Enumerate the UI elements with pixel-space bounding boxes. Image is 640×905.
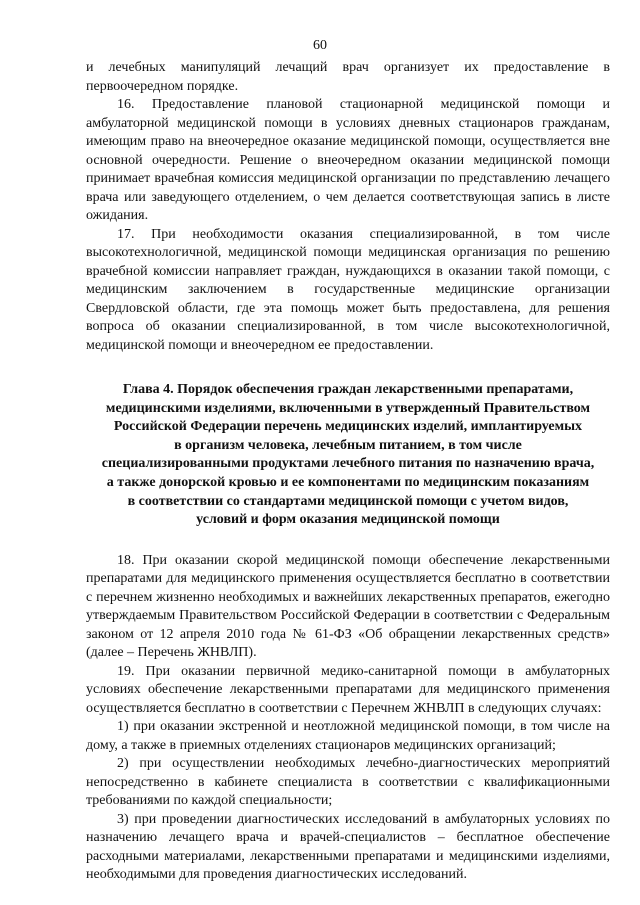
paragraph-18: 18. При оказании скорой медицинской помощи обеспечение лекарственными препаратами для медицинского применения осуществляется бесплатно в соответствии с перечнем жизненно необходимых и важнейших лекарственных препаратов, ежегодно утверждаемым Правительством Российской Федерации в соответствии с Федеральным законом от 12 апреля 2010 года № 61-ФЗ «Об обращении лекарственных средств» (далее – Перечень ЖНВЛП). — [86, 552, 610, 661]
chapter-heading: Глава 4. Порядок обеспечения граждан лекарственными препаратами, медицинскими изделиями, включенными в утвержденный Правительством Российской Федерации перечень медицинских изделий, имплантируемых в организм человека, лечебным питанием, в том числе специализированными продуктами лечебного питания по назначению врача, а также донорской кровью и ее компонентами по медицинским показаниям в соответствии со стандартами медицинской помощи с учетом видов, условий и форм оказания медицинской помощи — [101, 382, 595, 528]
paragraph-17: 17. При необходимости оказания специализированной, в том числе высокотехнологичной, медицинской помощи медицинская организация по решению врачебной комиссии направляет граждан, нуждающихся в оказании такой помощи, с медицинским заключением в государственные медицинские организации Свердловской области, где эта помощь может быть предоставлена, для решения вопроса об оказании специализированной, в том числе высокотехнологичной, медицинской помощи и внеочередном ее предоставлении. — [86, 226, 610, 353]
document-body — [86, 59, 610, 885]
paragraph-16: 16. Предоставление плановой стационарной медицинской помощи и амбулаторной медицинской помощи в условиях дневных стационаров гражданам, имеющим право на внеочередное оказание медицинской помощи, осуществляется вне основной очередности. Решение о внеочередном оказании медицинской помощи принимает врачебная комиссия медицинской организации по представлению лечащего врача или заведующего отделением, о чем делается соответствующая запись в листе ожидания. — [86, 97, 610, 223]
paragraph-continuation: и лечебных манипуляций лечащий врач организует их предоставление в первоочередном порядке. — [86, 60, 610, 94]
paragraph-19: 19. При оказании первичной медико-санитарной помощи в амбулаторных условиях обеспечение лекарственными препаратами для медицинского применения осуществляется бесплатно в соответствии с Перечнем ЖНВЛП в следующих случаях: — [86, 663, 610, 716]
paragraph-19-item-2: 2) при осуществлении необходимых лечебно-диагностических мероприятий непосредственно в кабинете специалиста в соответствии с квалификационными требованиями по каждой специальности; — [86, 756, 610, 809]
paragraph-19-item-3: 3) при проведении диагностических исследований в амбулаторных условиях по назначению лечащего врача и врачей-специалистов – бесплатное обеспечение расходными материалами, лекарственными препаратами и медицинскими изделиями, необходимыми для проведения диагностических исследований. — [86, 811, 610, 883]
paragraph-19-item-1: 1) при оказании экстренной и неотложной медицинской помощи, в том числе на дому, а также в приемных отделениях стационаров медицинских организаций; — [86, 719, 610, 753]
page-number: 60 — [313, 38, 327, 53]
